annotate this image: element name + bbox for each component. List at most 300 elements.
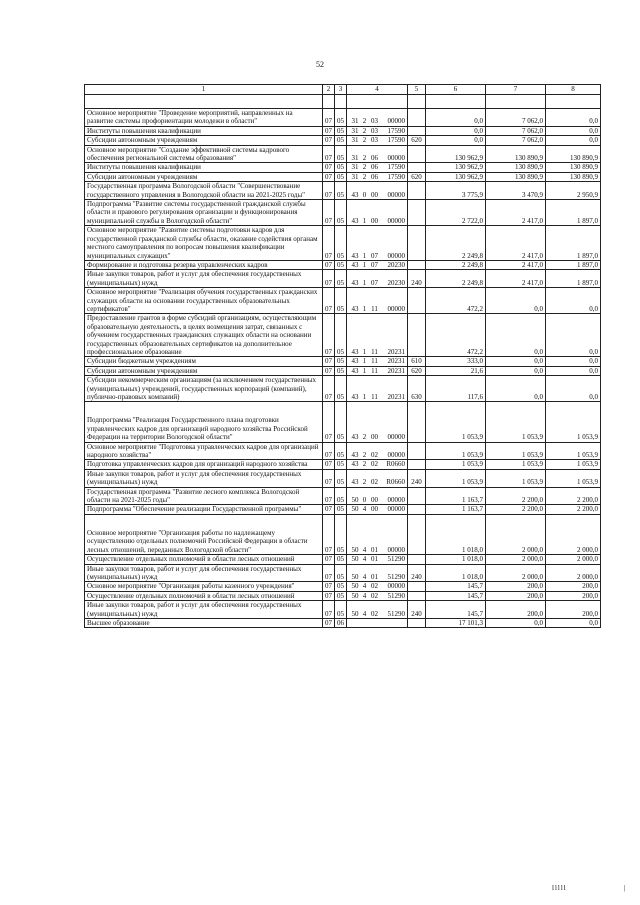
expense-type-cell: 610	[408, 357, 426, 366]
amount-cell: 1 053,9	[426, 460, 486, 469]
direction-code-cell	[381, 618, 408, 627]
amount-cell: 0,0	[546, 618, 601, 627]
program-code-cell: 50	[347, 582, 361, 591]
amount-cell: 0,0	[546, 109, 601, 127]
event-code-cell: 06	[369, 163, 381, 172]
subprogram-code-cell: 1	[361, 376, 369, 402]
amount-cell: 1 053,9	[546, 442, 601, 460]
section-code-cell: 07	[323, 402, 335, 442]
amount-cell: 0,0	[426, 126, 486, 135]
amount-cell: 1 897,0	[546, 260, 601, 269]
expense-type-cell: 620	[408, 366, 426, 375]
subsection-code-cell: 05	[335, 376, 347, 402]
amount-cell: 2 417,0	[486, 200, 546, 226]
direction-code-cell: 00000	[381, 288, 408, 314]
section-code-cell: 07	[323, 469, 335, 487]
expense-type-cell	[408, 109, 426, 127]
event-code-cell: 02	[369, 591, 381, 600]
row-name-cell: Осуществление отдельных полномочий в области лесных отношений	[85, 591, 323, 600]
section-code-cell: 07	[323, 182, 335, 200]
program-code-cell: 43	[347, 270, 361, 288]
amount-cell: 1 018,0	[426, 514, 486, 554]
program-code-cell: 43	[347, 182, 361, 200]
subsection-code-cell: 05	[335, 555, 347, 564]
program-code-cell: 43	[347, 469, 361, 487]
amount-cell: 0,0	[486, 366, 546, 375]
program-code-cell: 50	[347, 505, 361, 514]
amount-cell: 7 062,0	[486, 109, 546, 127]
row-name-cell: Предоставление грантов в форме субсидий организациям, осуществляющим образовательную деятельность, в целях возмещения затрат, связанных с обучением государственных гражданских служащих области на основании государственных образовательных сертификатов на дополнительное профессиональное образование	[85, 314, 323, 357]
event-code-cell: 00	[369, 182, 381, 200]
direction-code-cell: 17590	[381, 126, 408, 135]
program-code-cell: 43	[347, 226, 361, 261]
program-code-cell: 43	[347, 442, 361, 460]
amount-cell: 200,0	[486, 601, 546, 619]
subprogram-code-cell: 1	[361, 288, 369, 314]
event-code-cell: 06	[369, 172, 381, 181]
direction-code-cell: 51290	[381, 564, 408, 582]
event-code-cell: 01	[369, 555, 381, 564]
expense-type-cell: 620	[408, 172, 426, 181]
subsection-code-cell: 05	[335, 514, 347, 554]
amount-cell: 21,6	[426, 366, 486, 375]
amount-cell: 1 163,7	[426, 487, 486, 505]
direction-code-cell: 00000	[381, 582, 408, 591]
amount-cell: 130 890,9	[486, 163, 546, 172]
expense-type-cell: 240	[408, 601, 426, 619]
table-row	[85, 376, 601, 402]
table-row	[85, 182, 601, 200]
table-row	[85, 357, 601, 366]
direction-code-cell: 20230	[381, 260, 408, 269]
program-code-cell: 31	[347, 136, 361, 145]
amount-cell: 0,0	[486, 357, 546, 366]
direction-code-cell: 20231	[381, 376, 408, 402]
expense-type-cell	[408, 514, 426, 554]
amount-cell: 3 470,9	[486, 182, 546, 200]
amount-cell: 1 053,9	[486, 469, 546, 487]
amount-cell: 0,0	[426, 136, 486, 145]
amount-cell: 17 101,3	[426, 618, 486, 627]
direction-code-cell: 20231	[381, 314, 408, 357]
direction-code-cell: 51290	[381, 601, 408, 619]
row-name-cell: Государственная программа Вологодской области "Совершенствование государственного управления в Вологодской области на 2021-2025 годы"	[85, 182, 323, 200]
program-code-cell: 50	[347, 591, 361, 600]
subprogram-code-cell: 2	[361, 172, 369, 181]
expense-type-cell	[408, 260, 426, 269]
amount-cell: 200,0	[546, 582, 601, 591]
direction-code-cell: 51290	[381, 555, 408, 564]
section-code-cell: 07	[323, 270, 335, 288]
amount-cell: 1 053,9	[486, 442, 546, 460]
amount-cell: 2 000,0	[486, 514, 546, 554]
row-name-cell: Подпрограмма "Реализация Государственного плана подготовки управленческих кадров для организаций народного хозяйства Российской Федерации на территории Вологодской области"	[85, 402, 323, 442]
subsection-code-cell: 05	[335, 487, 347, 505]
amount-cell: 2 249,8	[426, 270, 486, 288]
amount-cell: 0,0	[546, 288, 601, 314]
row-name-cell: Иные закупки товаров, работ и услуг для обеспечения государственных (муниципальных) нужд	[85, 601, 323, 619]
table-row	[85, 505, 601, 514]
amount-cell: 145,7	[426, 591, 486, 600]
event-code-cell	[369, 95, 381, 109]
header-cell: 7	[486, 85, 546, 95]
row-name-cell: Субсидии автономным учреждениям	[85, 136, 323, 145]
subsection-code-cell: 05	[335, 402, 347, 442]
section-code-cell: 07	[323, 109, 335, 127]
table-row	[85, 618, 601, 627]
expense-type-cell	[408, 314, 426, 357]
subprogram-code-cell	[361, 618, 369, 627]
program-code-cell: 43	[347, 260, 361, 269]
direction-code-cell: 20231	[381, 357, 408, 366]
amount-cell	[486, 95, 546, 109]
amount-cell: 130 962,9	[426, 163, 486, 172]
row-name-cell: Основное мероприятие "Проведение мероприятий, направленных на развитие системы профориентации молодежи в области"	[85, 109, 323, 127]
amount-cell	[426, 95, 486, 109]
event-code-cell: 02	[369, 582, 381, 591]
section-code-cell: 07	[323, 591, 335, 600]
table-row	[85, 582, 601, 591]
amount-cell: 200,0	[486, 582, 546, 591]
subprogram-code-cell: 1	[361, 226, 369, 261]
subsection-code-cell: 05	[335, 288, 347, 314]
amount-cell: 1 897,0	[546, 200, 601, 226]
expense-type-cell: 630	[408, 376, 426, 402]
program-code-cell	[347, 95, 361, 109]
header-cell: 8	[546, 85, 601, 95]
row-name-cell	[85, 95, 323, 109]
row-name-cell: Подготовка управленческих кадров для организаций народного хозяйства	[85, 460, 323, 469]
amount-cell: 2 417,0	[486, 260, 546, 269]
amount-cell: 130 890,9	[546, 172, 601, 181]
program-code-cell: 31	[347, 163, 361, 172]
subprogram-code-cell: 2	[361, 126, 369, 135]
subsection-code-cell: 05	[335, 564, 347, 582]
program-code-cell: 50	[347, 601, 361, 619]
row-name-cell: Субсидии бюджетным учреждениям	[85, 357, 323, 366]
row-name-cell: Подпрограмма "Развитие системы государственной гражданской службы области и правового регулирования организации и функционирования муниципальной службы в Вологодской области"	[85, 200, 323, 226]
expense-type-cell	[408, 182, 426, 200]
event-code-cell: 00	[369, 505, 381, 514]
table-row	[85, 260, 601, 269]
expense-type-cell	[408, 126, 426, 135]
subprogram-code-cell: 4	[361, 582, 369, 591]
direction-code-cell	[381, 95, 408, 109]
direction-code-cell: 00000	[381, 226, 408, 261]
program-code-cell: 50	[347, 555, 361, 564]
amount-cell: 2 417,0	[486, 226, 546, 261]
amount-cell: 1 053,9	[546, 460, 601, 469]
expense-type-cell	[408, 95, 426, 109]
footer-tick: |	[624, 884, 626, 892]
amount-cell: 0,0	[486, 288, 546, 314]
amount-cell: 7 062,0	[486, 126, 546, 135]
header-cell: 4	[347, 85, 408, 95]
section-code-cell: 07	[323, 601, 335, 619]
expense-type-cell: 240	[408, 469, 426, 487]
subsection-code-cell: 05	[335, 182, 347, 200]
amount-cell: 2 000,0	[486, 564, 546, 582]
subsection-code-cell: 05	[335, 109, 347, 127]
subprogram-code-cell: 2	[361, 109, 369, 127]
table-row	[85, 402, 601, 442]
expense-type-cell	[408, 145, 426, 163]
event-code-cell	[369, 618, 381, 627]
expense-type-cell	[408, 487, 426, 505]
subsection-code-cell: 06	[335, 618, 347, 627]
section-code-cell: 07	[323, 226, 335, 261]
program-code-cell: 31	[347, 172, 361, 181]
program-code-cell: 43	[347, 376, 361, 402]
amount-cell: 130 890,9	[546, 145, 601, 163]
amount-cell: 2 249,8	[426, 260, 486, 269]
program-code-cell: 31	[347, 145, 361, 163]
event-code-cell: 11	[369, 376, 381, 402]
subprogram-code-cell: 1	[361, 270, 369, 288]
direction-code-cell: 00000	[381, 514, 408, 554]
row-name-cell: Основное мероприятие "Создание эффективной системы кадрового обеспечения региональной системы образования"	[85, 145, 323, 163]
section-code-cell: 07	[323, 172, 335, 181]
event-code-cell: 11	[369, 366, 381, 375]
event-code-cell: 11	[369, 357, 381, 366]
program-code-cell: 43	[347, 288, 361, 314]
subsection-code-cell: 05	[335, 582, 347, 591]
amount-cell: 1 053,9	[426, 469, 486, 487]
amount-cell: 2 200,0	[546, 487, 601, 505]
table-row	[85, 460, 601, 469]
direction-code-cell: R0660	[381, 469, 408, 487]
row-name-cell: Субсидии автономным учреждениям	[85, 172, 323, 181]
direction-code-cell: R0660	[381, 460, 408, 469]
section-code-cell: 07	[323, 618, 335, 627]
subprogram-code-cell: 4	[361, 555, 369, 564]
direction-code-cell: 00000	[381, 182, 408, 200]
direction-code-cell: 17590	[381, 136, 408, 145]
table-row	[85, 591, 601, 600]
expense-type-cell: 620	[408, 136, 426, 145]
direction-code-cell: 17590	[381, 163, 408, 172]
table-row	[85, 270, 601, 288]
amount-cell: 200,0	[546, 591, 601, 600]
amount-cell: 1 053,9	[546, 402, 601, 442]
table-row	[85, 442, 601, 460]
subprogram-code-cell	[361, 95, 369, 109]
program-code-cell: 31	[347, 109, 361, 127]
expense-type-cell	[408, 442, 426, 460]
amount-cell: 472,2	[426, 288, 486, 314]
section-code-cell: 07	[323, 288, 335, 314]
section-code-cell: 07	[323, 582, 335, 591]
amount-cell: 1 897,0	[546, 270, 601, 288]
program-code-cell: 43	[347, 366, 361, 375]
program-code-cell: 31	[347, 126, 361, 135]
direction-code-cell: 17590	[381, 172, 408, 181]
table-row	[85, 366, 601, 375]
event-code-cell: 03	[369, 136, 381, 145]
event-code-cell: 07	[369, 270, 381, 288]
row-name-cell: Формирование и подготовка резерва управленческих кадров	[85, 260, 323, 269]
subsection-code-cell: 05	[335, 591, 347, 600]
event-code-cell: 02	[369, 442, 381, 460]
subprogram-code-cell: 0	[361, 182, 369, 200]
subsection-code-cell: 05	[335, 505, 347, 514]
direction-code-cell: 20231	[381, 366, 408, 375]
subsection-code-cell: 05	[335, 270, 347, 288]
section-code-cell: 07	[323, 487, 335, 505]
amount-cell: 200,0	[486, 591, 546, 600]
amount-cell: 0,0	[486, 376, 546, 402]
subsection-code-cell	[335, 95, 347, 109]
event-code-cell: 00	[369, 200, 381, 226]
row-name-cell: Государственная программа "Развитие лесного комплекса Вологодской области на 2021-2025 годы"	[85, 487, 323, 505]
row-name-cell: Основное мероприятие "Организация работы казенного учреждения"	[85, 582, 323, 591]
subprogram-code-cell: 2	[361, 163, 369, 172]
expense-type-cell	[408, 288, 426, 314]
expense-type-cell	[408, 591, 426, 600]
subsection-code-cell: 05	[335, 314, 347, 357]
row-name-cell: Основное мероприятие "Организация работы по надлежащему осуществлению отдельных полномочий Российской Федерации в области лесных отношений, переданных Вологодской области"	[85, 514, 323, 554]
header-cell: 2	[323, 85, 335, 95]
row-name-cell: Субсидии автономным учреждениям	[85, 366, 323, 375]
amount-cell: 145,7	[426, 582, 486, 591]
amount-cell: 1 018,0	[426, 555, 486, 564]
expense-type-cell	[408, 200, 426, 226]
subsection-code-cell: 05	[335, 172, 347, 181]
table-row	[85, 145, 601, 163]
direction-code-cell: 00000	[381, 505, 408, 514]
amount-cell: 2 249,8	[426, 226, 486, 261]
amount-cell: 2 722,0	[426, 200, 486, 226]
row-name-cell: Осуществление отдельных полномочий в области лесных отношений	[85, 555, 323, 564]
table-row	[85, 314, 601, 357]
program-code-cell: 50	[347, 564, 361, 582]
table-row	[85, 200, 601, 226]
amount-cell: 0,0	[546, 136, 601, 145]
section-code-cell: 07	[323, 314, 335, 357]
event-code-cell: 06	[369, 145, 381, 163]
expense-type-cell: 240	[408, 270, 426, 288]
event-code-cell: 00	[369, 487, 381, 505]
section-code-cell: 07	[323, 260, 335, 269]
subprogram-code-cell: 4	[361, 514, 369, 554]
amount-cell: 2 950,9	[546, 182, 601, 200]
row-name-cell: Институты повышения квалификации	[85, 126, 323, 135]
event-code-cell: 02	[369, 469, 381, 487]
amount-cell: 130 890,9	[486, 145, 546, 163]
amount-cell: 2 417,0	[486, 270, 546, 288]
amount-cell: 0,0	[426, 109, 486, 127]
amount-cell: 1 053,9	[426, 402, 486, 442]
direction-code-cell: 00000	[381, 402, 408, 442]
event-code-cell: 07	[369, 260, 381, 269]
subsection-code-cell: 05	[335, 601, 347, 619]
program-code-cell: 43	[347, 314, 361, 357]
section-code-cell: 07	[323, 564, 335, 582]
section-code-cell: 07	[323, 460, 335, 469]
table-row	[85, 514, 601, 554]
page-number: 52	[316, 60, 324, 69]
amount-cell: 2 000,0	[546, 555, 601, 564]
table-row	[85, 555, 601, 564]
amount-cell: 2 200,0	[486, 505, 546, 514]
section-code-cell: 07	[323, 514, 335, 554]
table-row	[85, 226, 601, 261]
expense-type-cell	[408, 402, 426, 442]
section-code-cell	[323, 95, 335, 109]
subprogram-code-cell: 4	[361, 505, 369, 514]
section-code-cell: 07	[323, 136, 335, 145]
section-code-cell: 07	[323, 376, 335, 402]
row-name-cell: Институты повышения квалификации	[85, 163, 323, 172]
amount-cell: 0,0	[486, 618, 546, 627]
amount-cell: 200,0	[546, 601, 601, 619]
table-row	[85, 487, 601, 505]
amount-cell: 0,0	[546, 366, 601, 375]
subsection-code-cell: 05	[335, 357, 347, 366]
subsection-code-cell: 05	[335, 200, 347, 226]
row-name-cell: Иные закупки товаров, работ и услуг для обеспечения государственных (муниципальных) нужд	[85, 564, 323, 582]
amount-cell: 7 062,0	[486, 136, 546, 145]
footer-mark: lllll	[552, 884, 567, 892]
table-row	[85, 95, 601, 109]
event-code-cell: 11	[369, 288, 381, 314]
program-code-cell	[347, 618, 361, 627]
program-code-cell: 43	[347, 357, 361, 366]
subprogram-code-cell: 4	[361, 591, 369, 600]
direction-code-cell: 00000	[381, 442, 408, 460]
header-cell: 6	[426, 85, 486, 95]
section-code-cell: 07	[323, 163, 335, 172]
subprogram-code-cell: 4	[361, 601, 369, 619]
amount-cell: 333,0	[426, 357, 486, 366]
row-name-cell: Субсидии некоммерческим организациям (за исключением государственных (муниципальных) учреждений, государственных корпораций (компаний), публично-правовых компаний)	[85, 376, 323, 402]
header-cell: 3	[335, 85, 347, 95]
table-row	[85, 126, 601, 135]
subprogram-code-cell: 1	[361, 314, 369, 357]
table-row	[85, 288, 601, 314]
subprogram-code-cell: 2	[361, 402, 369, 442]
amount-cell: 145,7	[426, 601, 486, 619]
table-row	[85, 469, 601, 487]
amount-cell: 2 000,0	[546, 514, 601, 554]
section-code-cell: 07	[323, 555, 335, 564]
direction-code-cell: 00000	[381, 145, 408, 163]
expense-type-cell	[408, 555, 426, 564]
amount-cell: 2 000,0	[546, 564, 601, 582]
event-code-cell: 03	[369, 109, 381, 127]
section-code-cell: 07	[323, 357, 335, 366]
row-name-cell: Подпрограмма "Обеспечение реализации Государственной программы"	[85, 505, 323, 514]
table-row	[85, 172, 601, 181]
row-name-cell: Иные закупки товаров, работ и услуг для обеспечения государственных (муниципальных) нужд	[85, 469, 323, 487]
expense-type-cell: 240	[408, 564, 426, 582]
table-row	[85, 601, 601, 619]
direction-code-cell: 00000	[381, 109, 408, 127]
amount-cell: 1 053,9	[486, 402, 546, 442]
event-code-cell: 03	[369, 126, 381, 135]
expense-type-cell	[408, 460, 426, 469]
section-code-cell: 07	[323, 200, 335, 226]
event-code-cell: 01	[369, 514, 381, 554]
subsection-code-cell: 05	[335, 136, 347, 145]
program-code-cell: 43	[347, 200, 361, 226]
row-name-cell: Высшее образование	[85, 618, 323, 627]
event-code-cell: 01	[369, 564, 381, 582]
subsection-code-cell: 05	[335, 460, 347, 469]
amount-cell: 1 018,0	[426, 564, 486, 582]
amount-cell: 1 163,7	[426, 505, 486, 514]
section-code-cell: 07	[323, 366, 335, 375]
